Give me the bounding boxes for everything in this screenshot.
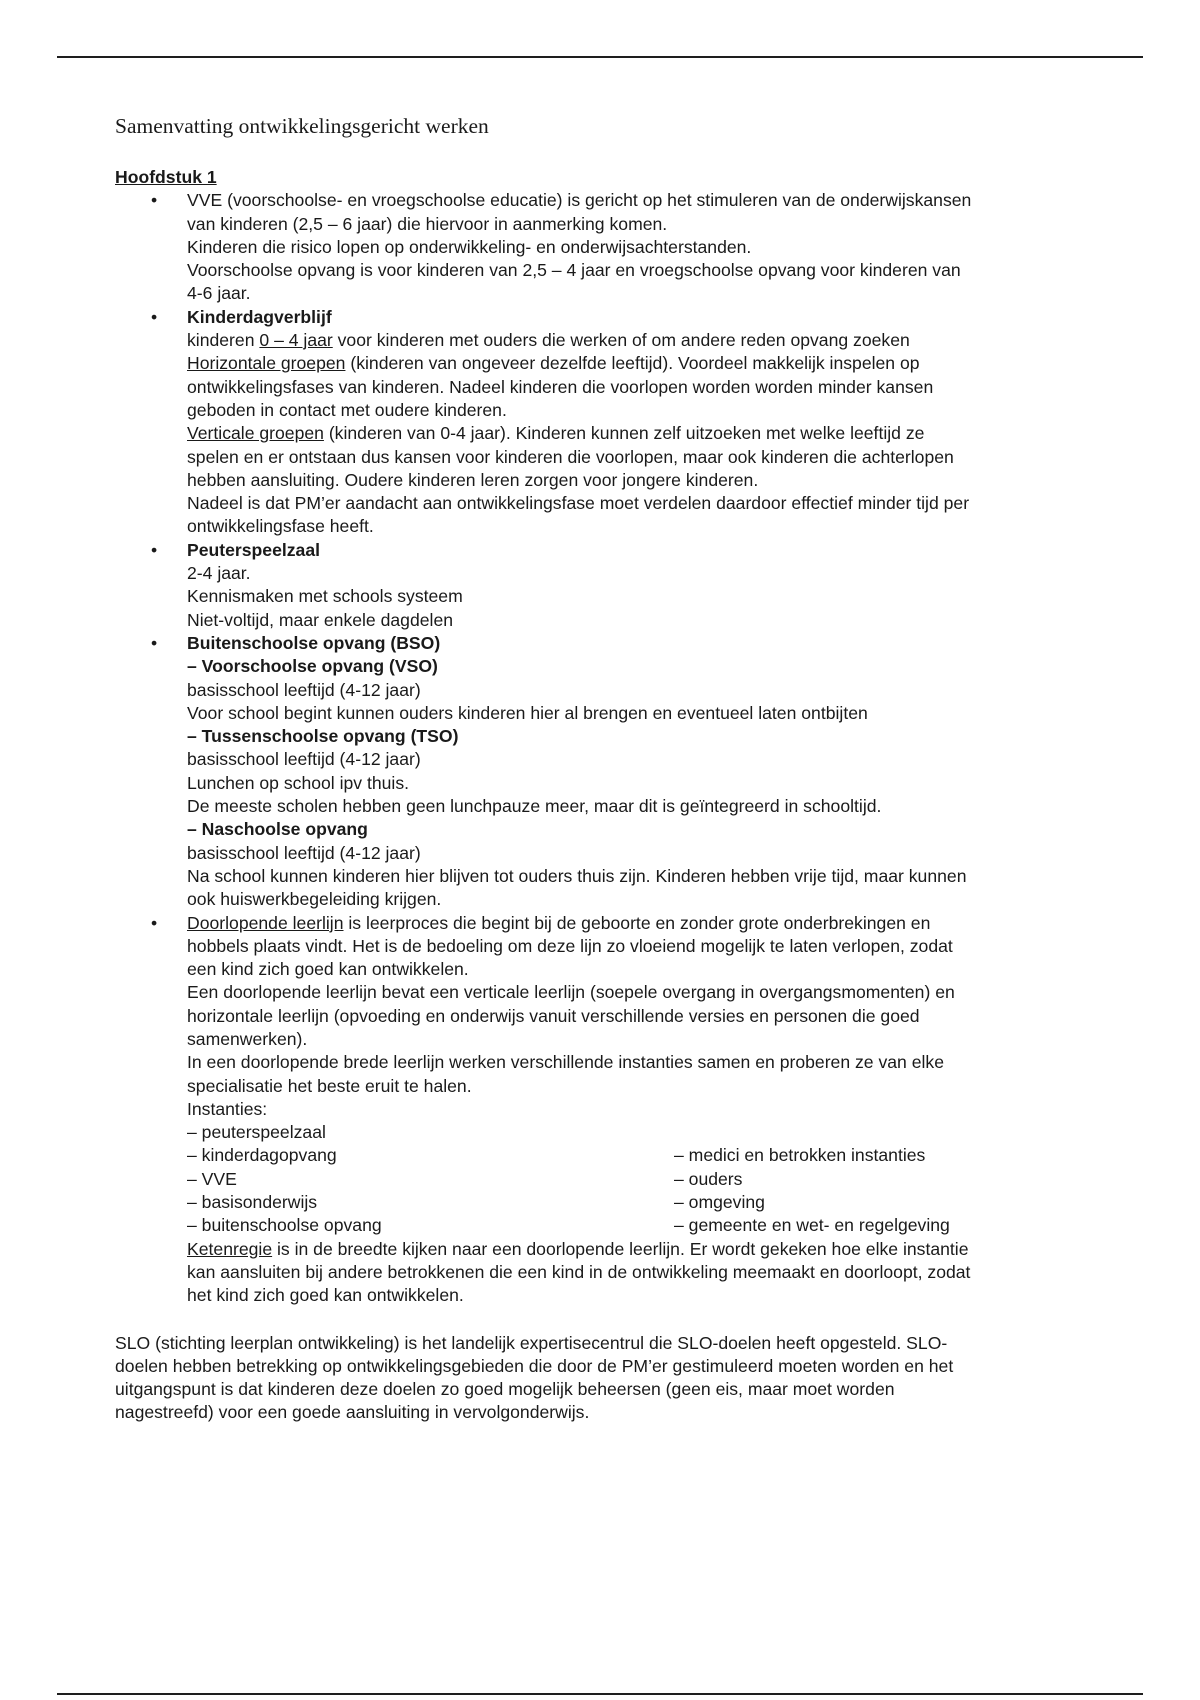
instantie-item: – basisonderwijs bbox=[187, 1192, 318, 1213]
bullet-vve bbox=[115, 189, 1095, 305]
bullet-bso bbox=[115, 632, 1095, 912]
bullet-kinderdagverblijf bbox=[115, 306, 1095, 539]
instantie-item: – medici en betrokken instanties bbox=[674, 1145, 926, 1166]
bullet-peuterspeelzaal bbox=[115, 539, 1095, 632]
text-line: van kinderen (2,5 – 6 jaar) die hiervoor in aanmerking komen. bbox=[187, 213, 668, 234]
text-line: hebben aansluiting. Oudere kinderen leren zorgen voor jongere kinderen. bbox=[187, 469, 759, 490]
text-line: Nadeel is dat PM’er aandacht aan ontwikkelingsfase moet verdelen daardoor effectief minder tijd per bbox=[187, 493, 970, 514]
text-line bbox=[187, 422, 1095, 445]
underlined-term: Doorlopende leerlijn bbox=[187, 912, 344, 933]
document-title: Samenvatting ontwikkelingsgericht werken bbox=[115, 114, 489, 138]
text-line: horizontale leerlijn (opvoeding en onderwijs vanuit verschillende versies en personen die goed bbox=[187, 1005, 920, 1026]
text-line: basisschool leeftijd (4-12 jaar) bbox=[187, 749, 421, 770]
instanties-row bbox=[187, 1214, 1095, 1237]
bullet-doorlopende-leerlijn bbox=[115, 912, 1095, 1308]
text-span: voor kinderen met ouders die werken of om andere reden opvang zoeken bbox=[332, 330, 910, 351]
text-span: kinderen bbox=[187, 330, 260, 351]
text-line: Na school kunnen kinderen hier blijven tot ouders thuis zijn. Kinderen hebben vrije tijd, maar kunnen bbox=[187, 865, 967, 886]
instanties-row bbox=[187, 1144, 1095, 1167]
footer-rule bbox=[57, 1693, 1143, 1695]
text-line: basisschool leeftijd (4-12 jaar) bbox=[187, 679, 421, 700]
text-line: specialisatie het beste eruit te halen. bbox=[187, 1075, 472, 1096]
bullet-list-1 bbox=[115, 189, 1095, 305]
text-line: geboden in contact met oudere kinderen. bbox=[187, 399, 507, 420]
sub-heading: – Tussenschoolse opvang (TSO) bbox=[187, 726, 459, 747]
text-span: (kinderen van 0-4 jaar). Kinderen kunnen zelf uitzoeken met welke leeftijd ze bbox=[323, 423, 925, 444]
text-line: een kind zich goed kan ontwikkelen. bbox=[187, 959, 469, 980]
instantie-item: – peuterspeelzaal bbox=[187, 1122, 326, 1143]
instantie-item: – omgeving bbox=[674, 1192, 765, 1213]
instanties-row bbox=[187, 1191, 1095, 1214]
text-line bbox=[187, 329, 1095, 352]
instanties-row bbox=[187, 1121, 1095, 1144]
text-line: In een doorlopende brede leerlijn werken verschillende instanties samen en proberen ze van elke bbox=[187, 1052, 945, 1073]
instantie-item: – ouders bbox=[674, 1168, 743, 1189]
text-line: Een doorlopende leerlijn bevat een verticale leerlijn (soepele overgang in overgangsmomenten) en bbox=[187, 982, 955, 1003]
instanties-row bbox=[187, 1168, 1095, 1191]
text-line: Kennismaken met schools systeem bbox=[187, 586, 463, 607]
text-line: Lunchen op school ipv thuis. bbox=[187, 772, 410, 793]
text-line bbox=[187, 352, 1095, 375]
text-line: ontwikkelingsfase heeft. bbox=[187, 516, 374, 537]
underlined-term: Ketenregie bbox=[187, 1238, 273, 1259]
underlined-term: 0 – 4 jaar bbox=[259, 330, 333, 351]
instantie-item: – VVE bbox=[187, 1168, 237, 1189]
instantie-item: – buitenschoolse opvang bbox=[187, 1215, 382, 1236]
text-line: 2-4 jaar. bbox=[187, 563, 251, 584]
text-line: • VVE (voorschoolse- en vroegschoolse educatie) is gericht op het stimuleren van de onderwijskansen bbox=[187, 190, 972, 211]
document-page bbox=[115, 112, 1095, 1425]
sub-heading: – Naschoolse opvang bbox=[187, 819, 368, 840]
text-line: nagestreefd) voor een goede aansluiting in vervolgonderwijs. bbox=[115, 1402, 590, 1423]
section-heading: • Buitenschoolse opvang (BSO) bbox=[187, 632, 441, 653]
text-line: SLO (stichting leerplan ontwikkeling) is het landelijk expertisecentrul die SLO-doelen heeft opgesteld. SLO- bbox=[115, 1332, 948, 1353]
bullet-list-2 bbox=[115, 306, 1095, 912]
section-heading: • Peuterspeelzaal bbox=[187, 539, 321, 560]
text-line: uitgangspunt is dat kinderen deze doelen zo goed mogelijk beheersen (geen eis, maar moet worden bbox=[115, 1379, 895, 1400]
bullet-list-3 bbox=[115, 912, 1095, 1308]
text-line: ook huiswerkbegeleiding krijgen. bbox=[187, 889, 442, 910]
text-line bbox=[187, 912, 1095, 935]
text-line: het kind zich goed kan ontwikkelen. bbox=[187, 1285, 464, 1306]
text-span: (kinderen van ongeveer dezelfde leeftijd). Voordeel makkelijk inspelen op bbox=[345, 353, 920, 374]
text-line: kan aansluiten bij andere betrokkenen die een kind in de ontwikkeling meemaakt en doorloopt, zodat bbox=[187, 1261, 971, 1282]
text-line: 4-6 jaar. bbox=[187, 283, 251, 304]
sub-heading: – Voorschoolse opvang (VSO) bbox=[187, 656, 438, 677]
instanties-columns bbox=[187, 1121, 1095, 1237]
text-line: basisschool leeftijd (4-12 jaar) bbox=[187, 842, 421, 863]
text-line: ontwikkelingsfases van kinderen. Nadeel kinderen die voorlopen worden worden minder kansen bbox=[187, 376, 934, 397]
text-line: hobbels plaats vindt. Het is de bedoeling om deze lijn zo vloeiend mogelijk te laten verlopen, zodat bbox=[187, 935, 953, 956]
underlined-term: Horizontale groepen bbox=[187, 353, 346, 374]
text-line bbox=[187, 1238, 1095, 1261]
text-span: is leerproces die begint bij de geboorte en zonder grote onderbrekingen en bbox=[343, 912, 931, 933]
text-span: is in de breedte kijken naar een doorlopende leerlijn. Er wordt gekeken hoe elke instantie bbox=[272, 1238, 969, 1259]
chapter-heading: Hoofdstuk 1 bbox=[115, 167, 217, 187]
text-line: Voorschoolse opvang is voor kinderen van 2,5 – 4 jaar en vroegschoolse opvang voor kinderen van bbox=[187, 260, 961, 281]
text-line: Niet-voltijd, maar enkele dagdelen bbox=[187, 609, 454, 630]
section-heading: • Kinderdagverblijf bbox=[187, 306, 332, 327]
text-line: spelen en er ontstaan dus kansen voor kinderen die voorlopen, maar ook kinderen die achterlopen bbox=[187, 446, 954, 467]
text-line: doelen hebben betrekking op ontwikkelingsgebieden die door de PM’er gestimuleerd moeten worden en het bbox=[115, 1355, 954, 1376]
instantie-item: – kinderdagopvang bbox=[187, 1145, 337, 1166]
instantie-item: – gemeente en wet- en regelgeving bbox=[674, 1215, 950, 1236]
slo-paragraph bbox=[115, 1332, 1095, 1425]
text-line: Instanties: bbox=[187, 1098, 268, 1119]
text-line: Voor school begint kunnen ouders kinderen hier al brengen en eventueel laten ontbijten bbox=[187, 702, 868, 723]
header-rule bbox=[57, 56, 1143, 58]
text-line: De meeste scholen hebben geen lunchpauze meer, maar dit is geïntegreerd in schooltijd. bbox=[187, 796, 882, 817]
text-line: Kinderen die risico lopen op onderwikkeling- en onderwijsachterstanden. bbox=[187, 236, 752, 257]
text-line: samenwerken). bbox=[187, 1028, 308, 1049]
underlined-term: Verticale groepen bbox=[187, 423, 324, 444]
